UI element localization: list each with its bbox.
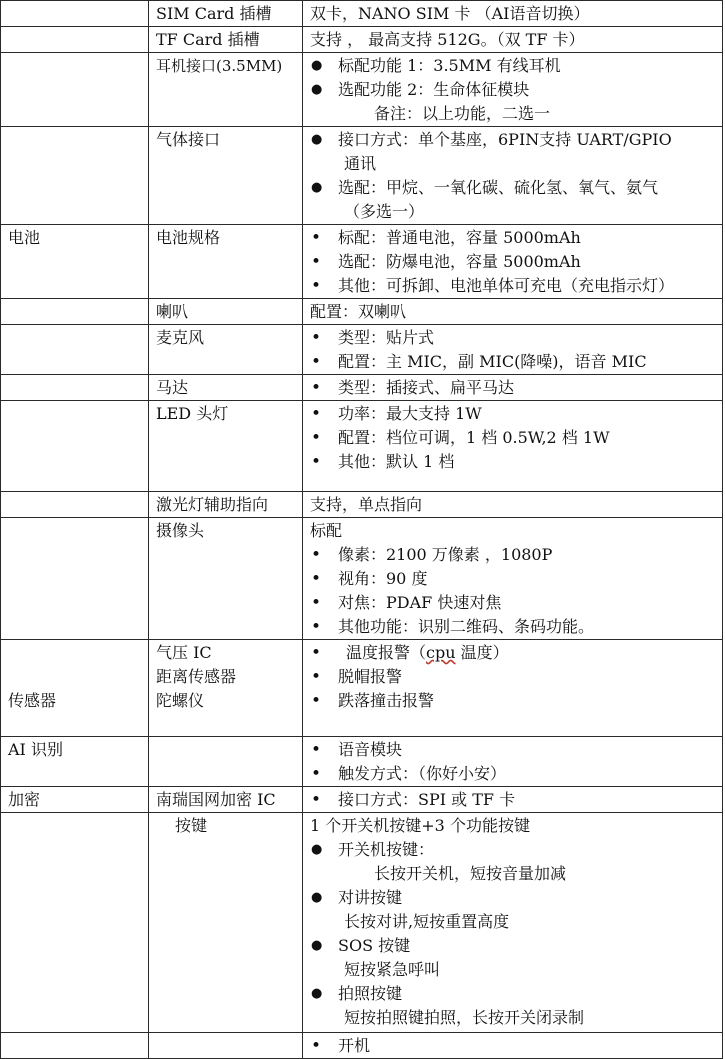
row-gas-interface	[1, 127, 723, 225]
feature-cell: 南瑞国网加密 IC	[149, 787, 303, 813]
bullet-item: • 视角：90 度	[310, 567, 718, 591]
key-detail: 长按开关机，短按音量加减	[374, 864, 567, 883]
key-detail: 短按紧急呼叫	[344, 960, 441, 979]
bullet-continuation: 通讯	[344, 154, 377, 173]
category-cell	[1, 375, 149, 401]
spec-cell	[303, 325, 723, 375]
category-cell	[1, 492, 149, 518]
category-cell	[1, 127, 149, 225]
spec-cell	[303, 53, 723, 127]
row-tf-card	[1, 27, 723, 53]
row-sim-card	[1, 1, 723, 27]
key-title: ● 开关机按键：	[310, 838, 718, 862]
spec-cell	[303, 813, 723, 1033]
row-motor	[1, 375, 723, 401]
key-title: ● 拍照按键	[310, 982, 718, 1006]
bullet-item: • 类型：贴片式	[310, 326, 718, 350]
spec-cell: 配置：双喇叭	[303, 299, 723, 325]
category-cell	[1, 27, 149, 53]
bullet-item: • 选配：防爆电池，容量 5000mAh	[310, 250, 718, 274]
feature-line: 距离传感器	[156, 667, 237, 686]
feature-cell: 麦克风	[149, 325, 303, 375]
feature-cell: 按键	[149, 813, 303, 1033]
bullet-item: ● 选配：甲烷、一氧化碳、硫化氢、氧气、氨气	[310, 176, 718, 200]
spec-heading: 标配	[310, 521, 343, 540]
row-camera	[1, 518, 723, 640]
row-sensors	[1, 640, 723, 737]
spec-cell	[303, 787, 723, 813]
spec-cell	[303, 127, 723, 225]
spec-cell	[303, 518, 723, 640]
row-ai-recognition	[1, 737, 723, 787]
spec-cell: 支持 ， 最高支持 512G。（双 TF 卡）	[303, 27, 723, 53]
feature-cell: 摄像头	[149, 518, 303, 640]
category-cell: 电池	[1, 225, 149, 299]
bullet-item: ● 标配功能 1：3.5MM 有线耳机	[310, 54, 718, 78]
bullet-item: • 类型：插接式、扁平马达	[310, 376, 718, 400]
bullet-item: • 开机	[310, 1034, 718, 1058]
temp-prefix: 温度报警（	[346, 643, 427, 662]
row-earphone	[1, 53, 723, 127]
bullet-continuation: （多选一）	[344, 202, 425, 221]
category-cell	[1, 325, 149, 375]
bullet-item: • 脱帽报警	[310, 665, 718, 689]
feature-cell: 耳机接口(3.5MM)	[149, 53, 303, 127]
bullet-item: • 跌落撞击报警	[310, 689, 718, 713]
spec-cell	[303, 225, 723, 299]
spellcheck-word: cpu	[426, 643, 456, 662]
row-led-headlight	[1, 401, 723, 492]
spec-cell	[303, 375, 723, 401]
key-detail: 短按拍照键拍照，长按开关闭录制	[344, 1008, 585, 1027]
row-laser	[1, 492, 723, 518]
category-cell	[1, 518, 149, 640]
spec-cell: 双卡，NANO SIM 卡 （AI语音切换）	[303, 1, 723, 27]
category-cell	[1, 640, 149, 737]
category-cell: 加密	[1, 787, 149, 813]
feature-line: 气压 IC	[156, 643, 212, 662]
bullet-item: • 功率：最大支持 1W	[310, 402, 718, 426]
feature-cell: LED 头灯	[149, 401, 303, 492]
row-microphone	[1, 325, 723, 375]
feature-cell: 喇叭	[149, 299, 303, 325]
bullet-item: • 像素：2100 万像素 ，1080P	[310, 543, 718, 567]
spec-cell	[303, 640, 723, 737]
spec-cell	[303, 401, 723, 492]
bullet-item: • 其他：可拆卸、电池单体可充电（充电指示灯）	[310, 274, 718, 298]
feature-line: 陀螺仪	[156, 691, 205, 710]
category-cell	[1, 299, 149, 325]
row-keys	[1, 813, 723, 1033]
spec-cell: 支持，单点指向	[303, 492, 723, 518]
temp-suffix: 温度）	[455, 643, 509, 662]
spec-cell	[303, 737, 723, 787]
bullet-item: • 接口方式：SPI 或 TF 卡	[310, 788, 718, 812]
category-cell	[1, 53, 149, 127]
key-title: ● 对讲按键	[310, 886, 718, 910]
feature-cell: 气体接口	[149, 127, 303, 225]
row-speaker	[1, 299, 723, 325]
bullet-item: • 对焦：PDAF 快速对焦	[310, 591, 718, 615]
category-cell: AI 识别	[1, 737, 149, 787]
bullet-item: ● 接口方式：单个基座，6PIN支持 UART/GPIO	[310, 128, 718, 152]
feature-cell: 马达	[149, 375, 303, 401]
feature-cell: TF Card 插槽	[149, 27, 303, 53]
feature-cell: 电池规格	[149, 225, 303, 299]
bullet-item: ● 选配功能 2：生命体征模块	[310, 78, 718, 102]
bullet-item: • 配置：主 MIC，副 MIC(降噪)，语音 MIC	[310, 350, 718, 374]
key-title: ● SOS 按键	[310, 934, 718, 958]
category-cell	[1, 813, 149, 1033]
bullet-item: • 其他：默认 1 档	[310, 450, 718, 474]
category-cell	[1, 401, 149, 492]
keys-intro: 1 个开关机按键+3 个功能按键	[310, 816, 530, 835]
bullet-item: • 其他功能：识别二维码、条码功能。	[310, 615, 718, 639]
note-text: 备注：以上功能，二选一	[374, 104, 551, 123]
row-encryption	[1, 787, 723, 813]
feature-cell: 激光灯辅助指向	[149, 492, 303, 518]
bullet-item: • 语音模块	[310, 738, 718, 762]
key-detail: 长按对讲,短按重置高度	[344, 912, 510, 931]
bullet-item: • 标配：普通电池，容量 5000mAh	[310, 226, 718, 250]
bullet-item: • 触发方式：（你好小安）	[310, 762, 718, 786]
bullet-item	[310, 641, 718, 665]
feature-cell	[149, 737, 303, 787]
row-battery	[1, 225, 723, 299]
bullet-item: • 配置：档位可调，1 档 0.5W,2 档 1W	[310, 426, 718, 450]
feature-cell	[149, 640, 303, 737]
category-cell	[1, 1, 149, 27]
category-label: 传感器	[8, 691, 57, 710]
feature-cell: SIM Card 插槽	[149, 1, 303, 27]
